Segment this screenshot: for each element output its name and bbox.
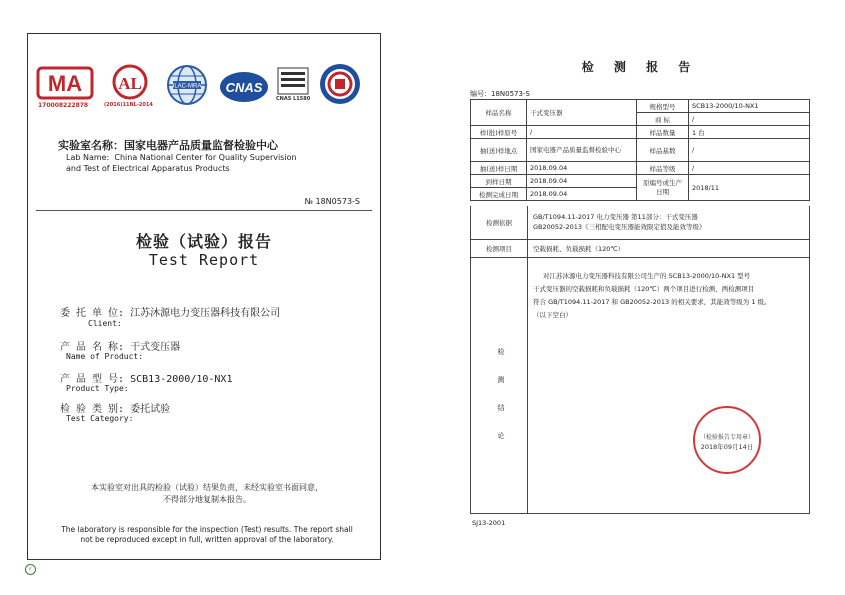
table-cell-label: 样品名称 [471,100,527,126]
test-report-page [470,53,810,527]
product-label-en: Name of Product: [66,352,144,361]
client-value: 江苏沐源电力变压器科技有限公司 [130,308,281,319]
report-title-en: Test Report [148,251,260,269]
table-cell-value: / [689,113,810,126]
test-basis-line1: GB/T1094.11-2017 电力变压器 第11部分：干式变压器 [533,213,698,221]
test-basis-line2: GB20052-2013《三相配电变压器能效限定值及能效等级》 [533,223,706,231]
client-field [60,304,280,319]
stamp-date: 2018年09月14日 [700,443,754,451]
test-basis-row [470,206,810,240]
ilac-mra-label: ILAC-MRA [172,83,202,90]
table-cell-value: / [689,162,810,175]
notice-en-line2: not be reproduced except in full, written approval of the laboratory. [80,535,334,544]
svg-text:MA: MA [47,71,83,96]
cover-page [27,33,381,572]
lab-name-en-label: Lab Name: [66,153,110,162]
table-cell-value: 2018.09.04 [527,175,637,188]
category-label: 检 验 类 别: [60,404,125,415]
table-row [471,139,810,162]
divider [36,210,372,211]
table-cell-label: 原编号或生产日期 [637,175,689,201]
notice-en [42,525,372,545]
report-number: № 18N0573-S [304,197,360,206]
table-cell-value: SCB13-2000/10-NX1 [689,100,810,113]
lab-name-en [66,152,366,174]
category-field [60,400,170,415]
test-report-title: 检 测 报 告 [581,60,699,74]
table-cell-value: 1 台 [689,126,810,139]
table-cell-label: 样(批)样原号 [471,126,527,139]
notice-cn-line2: 不得部分地复制本报告。 [163,495,251,504]
table-cell-label: 商 标 [637,113,689,126]
product-value: 干式变压器 [130,342,181,353]
conclusion-label-char: 检 [497,348,505,356]
conclusion-line1: 对江苏沐源电力变压器科技有限公司生产的 SCB13-2000/10-NX1 型号 [543,272,751,280]
cal-logo-number: (2016)11NL-2014 [104,102,153,108]
lab-name-cn: 实验室名称：国家电器产品质量监督检验中心 [58,139,278,152]
table-row [471,126,810,139]
svg-text:AL: AL [118,74,142,93]
cnas-testing-mark [276,66,310,104]
product-label: 产 品 名 称: [60,342,125,353]
test-basis-label: 检测依据 [471,206,528,239]
type-label-en: Product Type: [66,384,129,393]
conclusion-label-char: 测 [497,376,505,384]
notice-en-line1: The laboratory is responsible for the inspection (Test) results. The report shall [61,525,353,534]
cnas-testing-number: CNAS L1580 [276,96,311,102]
table-cell-label: 检测完成日期 [471,188,527,201]
ilac-globe-logo [164,64,210,110]
ma-logo [36,64,94,109]
test-conclusion-row [470,258,810,514]
table-cell-value: / [689,139,810,162]
certification-logos [36,64,376,144]
report-title-cn: 检验（试验）报告 [135,232,272,251]
form-code: SJ13-2001 [472,519,506,527]
test-items-label: 检测项目 [471,240,528,257]
client-label: 委 托 单 位: [60,308,125,319]
cnas-logo [218,70,270,104]
table-cell-value: 2018.09.04 [527,188,637,201]
sample-info-table [470,99,810,201]
type-value: SCB13-2000/10-NX1 [130,374,233,385]
table-cell-value: / [527,126,637,139]
type-label: 产 品 型 号: [60,374,125,385]
notice-cn-line1: 本实验室对出具的检验（试验）结果负责，未经实验室书面同意， [91,483,323,492]
table-cell-label: 规格型号 [637,100,689,113]
category-value: 委托试验 [130,404,171,415]
table-cell-value: 干式变压器 [527,100,637,126]
table-cell-label: 抽(送)样日期 [471,162,527,175]
table-cell-value: 国家电器产品质量监督检验中心 [527,139,637,162]
table-cell-value: 2018.09.04 [527,162,637,175]
conclusion-line2: 干式变压器的空载损耗和负载损耗（120℃）两个项目进行检测，两检测项目 [533,285,755,293]
test-items-value: 空载损耗、负载损耗（120℃） [533,245,625,253]
product-field [60,338,180,353]
conclusion-label [495,338,507,450]
conclusion-line3: 符合 GB/T1094.11-2017 和 GB20052-2013 的相关要求，其能效等级为 1 级。 [533,298,771,306]
table-cell-label: 抽(送)样地点 [471,139,527,162]
table-cell-label: 样品基数 [637,139,689,162]
conclusion-label-char: 结 [497,404,505,412]
conclusion-line4: （以下空白） [533,311,572,319]
conclusion-label-char: 论 [497,432,505,440]
official-stamp [693,406,761,474]
cqc-logo [318,62,362,106]
category-label-en: Test Category: [66,414,134,423]
notice-cn [42,482,372,506]
lab-name-en-line1: China National Center for Quality Supervision [114,153,297,162]
ma-logo-number: 170008222878 [38,102,89,109]
test-items-row [470,240,810,258]
type-field [60,370,232,385]
table-cell-value: 2018/11 [689,175,810,201]
lab-name-en-line2: and Test of Electrical Apparatus Products [66,164,230,173]
table-row [471,175,810,188]
corner-mark-icon: ✓ [25,564,36,575]
client-label-en: Client: [88,319,122,328]
table-row [471,100,810,113]
table-row [471,162,810,175]
table-cell-label: 样品数量 [637,126,689,139]
stamp-label: （检验报告专用章） [699,434,754,441]
test-report-number: 编号：18N0573-S [470,90,530,98]
table-cell-label: 样品等级 [637,162,689,175]
table-cell-label: 到样日期 [471,175,527,188]
cnas-logo-text: CNAS [225,80,263,95]
cal-logo [104,64,154,108]
